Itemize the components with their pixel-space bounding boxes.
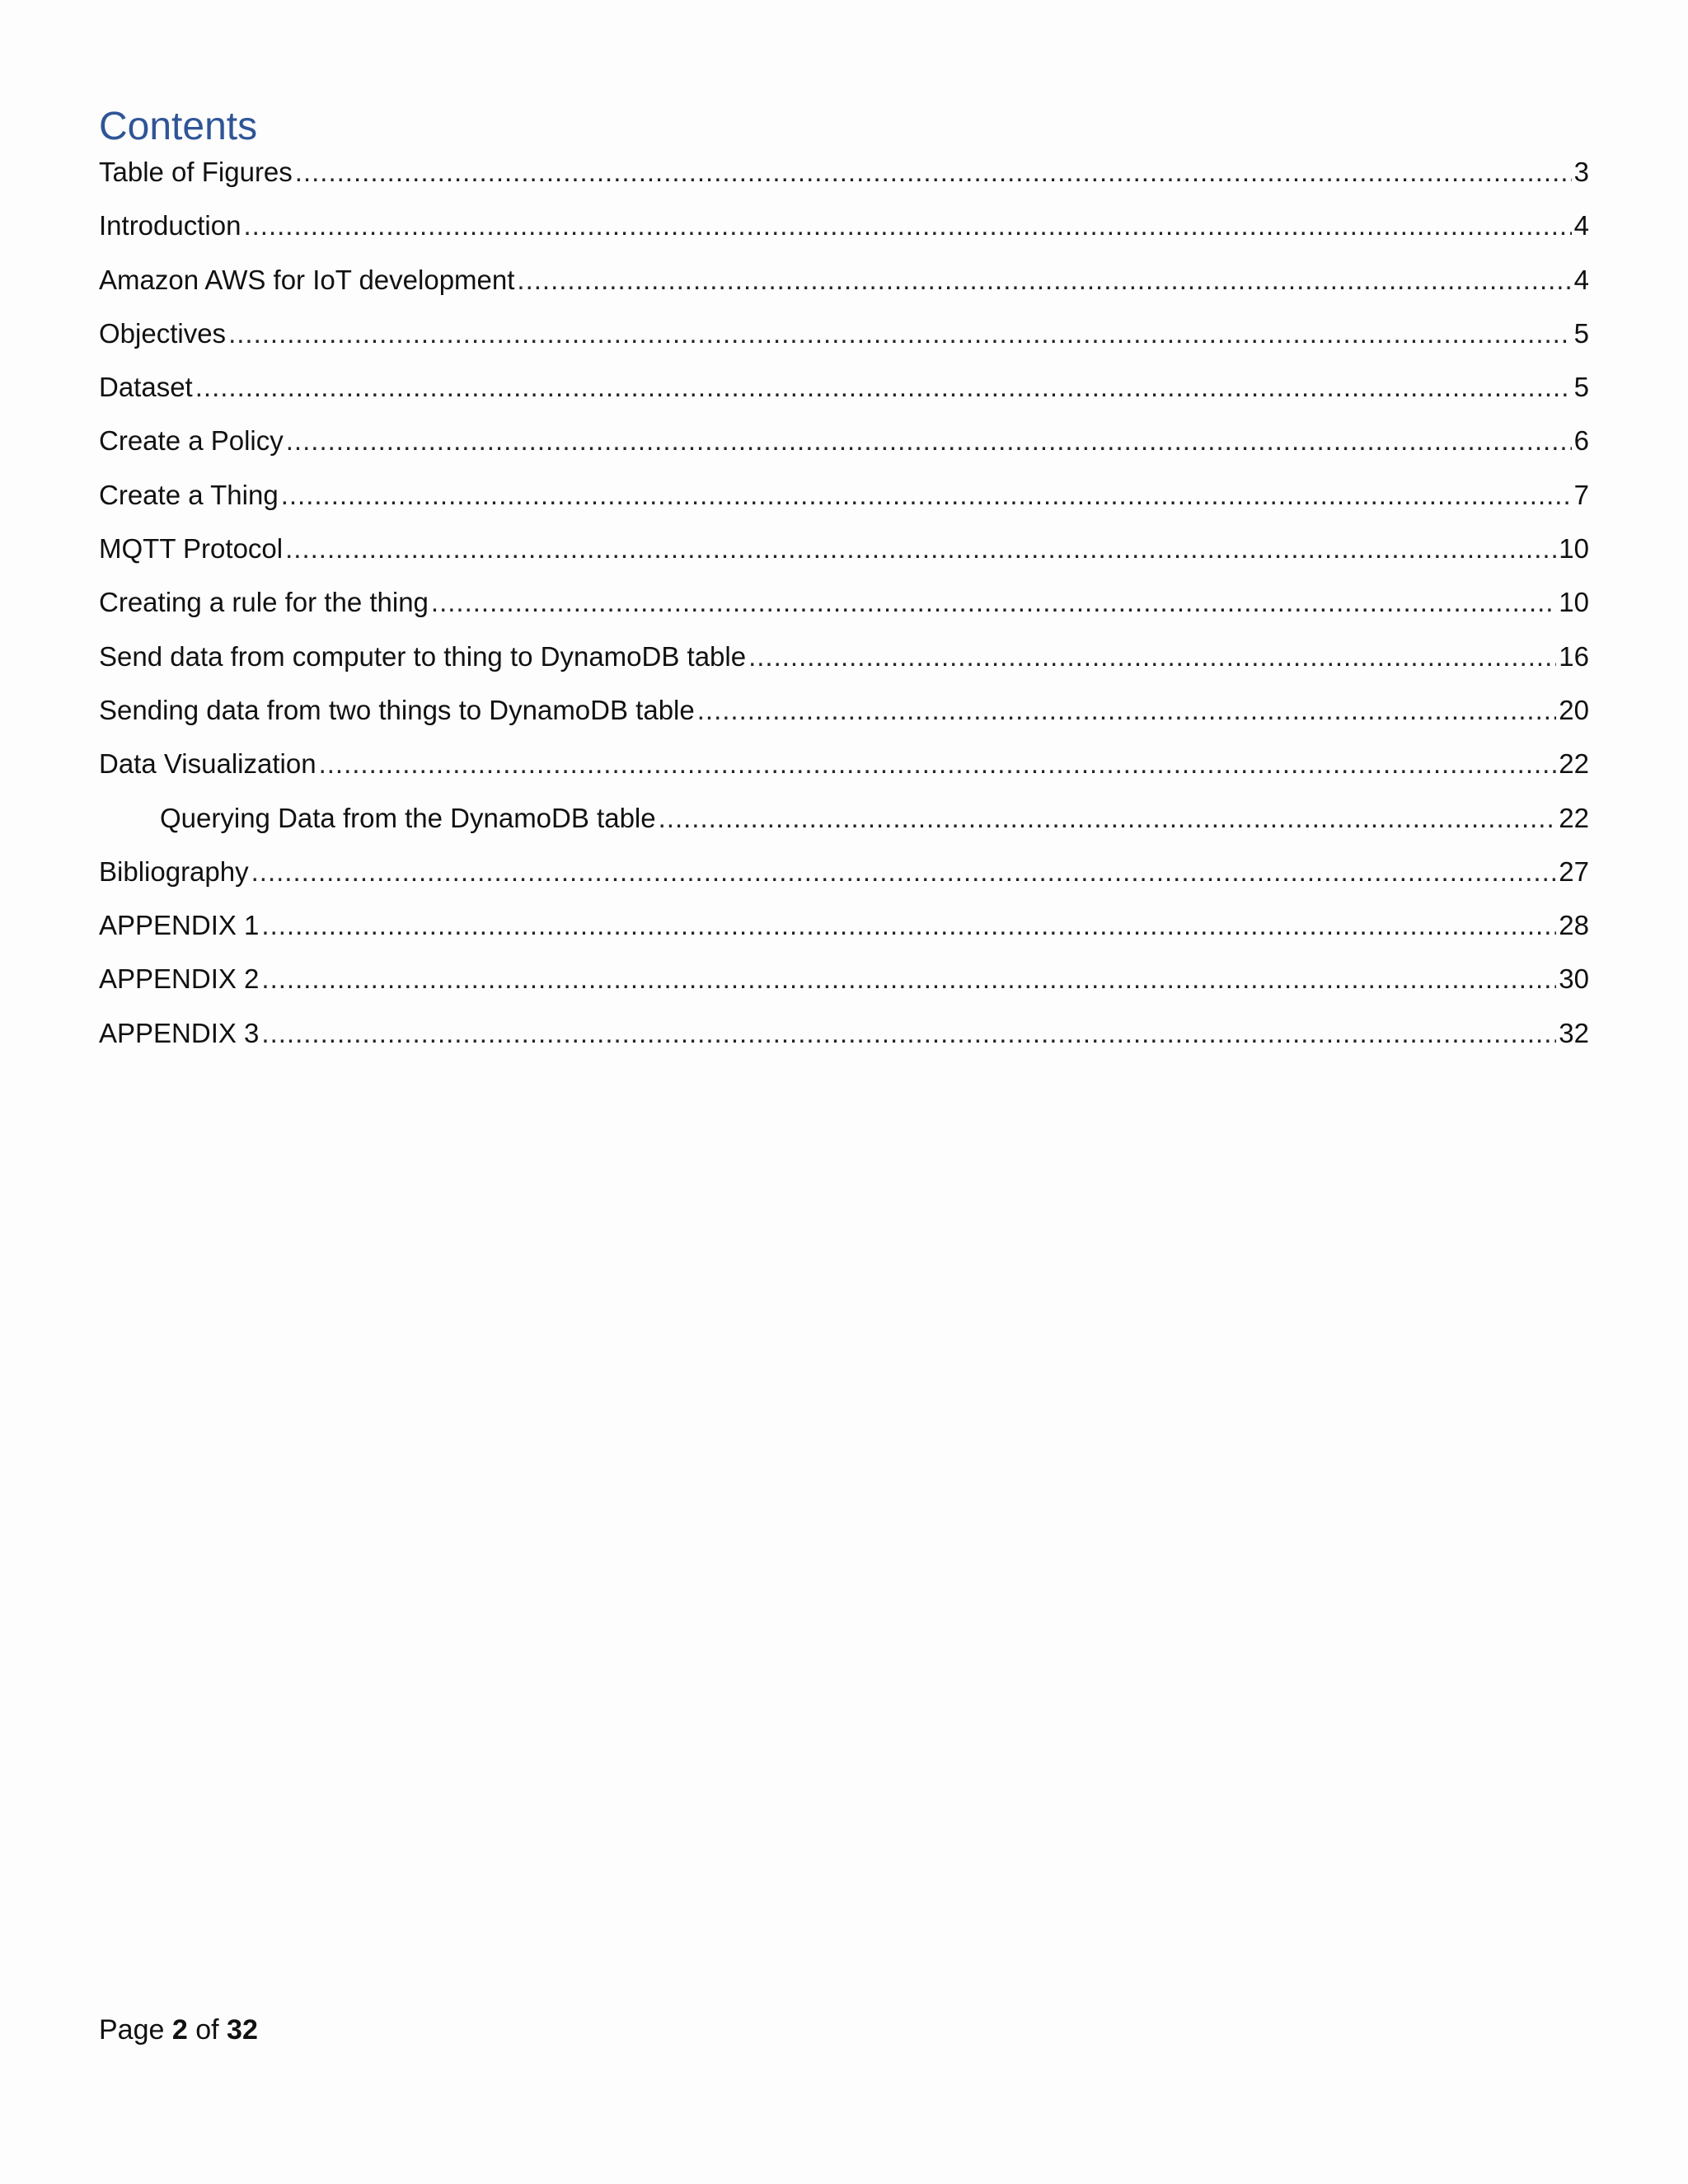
toc-entry-page: 3 bbox=[1573, 157, 1589, 187]
dot-leader bbox=[295, 153, 1572, 191]
dot-leader bbox=[431, 583, 1556, 621]
toc-entry-label: Dataset bbox=[99, 372, 193, 403]
toc-entry-page: 5 bbox=[1573, 372, 1589, 403]
toc-entry-label: Amazon AWS for IoT development bbox=[99, 264, 515, 295]
dot-leader bbox=[319, 745, 1557, 783]
dot-leader bbox=[228, 315, 1572, 353]
footer-separator: of bbox=[195, 2014, 219, 2046]
toc-heading: Contents bbox=[99, 105, 258, 148]
toc-entry-page: 27 bbox=[1559, 855, 1589, 887]
toc-entry-label: Create a Thing bbox=[99, 479, 279, 510]
toc-entry-dataset[interactable] bbox=[99, 368, 1589, 422]
toc-entry-appendix-2[interactable] bbox=[99, 960, 1589, 1014]
toc-list bbox=[99, 153, 1589, 1068]
toc-entry-label: Creating a rule for the thing bbox=[99, 587, 429, 618]
dot-leader bbox=[285, 530, 1556, 568]
toc-entry-label: APPENDIX 1 bbox=[99, 910, 260, 941]
dot-leader bbox=[697, 691, 1557, 729]
toc-entry-data-visualization[interactable] bbox=[99, 745, 1589, 799]
toc-entry-page: 20 bbox=[1559, 694, 1589, 725]
dot-leader bbox=[517, 261, 1571, 299]
toc-entry-querying-data[interactable] bbox=[99, 799, 1589, 853]
dot-leader bbox=[261, 907, 1556, 944]
toc-entry-table-of-figures[interactable] bbox=[99, 153, 1589, 207]
toc-entry-label: Data Visualization bbox=[99, 748, 316, 780]
toc-entry-label: Querying Data from the DynamoDB table bbox=[160, 802, 656, 833]
toc-entry-label: Create a Policy bbox=[99, 425, 284, 457]
dot-leader bbox=[281, 476, 1572, 514]
toc-entry-page: 22 bbox=[1559, 802, 1589, 833]
toc-entry-page: 28 bbox=[1559, 910, 1589, 941]
toc-entry-page: 4 bbox=[1573, 210, 1589, 241]
toc-entry-label: Introduction bbox=[99, 210, 241, 241]
dot-leader bbox=[251, 853, 1557, 891]
toc-entry-page: 6 bbox=[1573, 425, 1589, 457]
page-footer bbox=[99, 2011, 258, 2049]
toc-entry-create-policy[interactable] bbox=[99, 422, 1589, 476]
toc-entry-appendix-1[interactable] bbox=[99, 907, 1589, 960]
dot-leader bbox=[243, 207, 1571, 245]
toc-entry-amazon-aws[interactable] bbox=[99, 261, 1589, 315]
toc-entry-label: Objectives bbox=[99, 317, 227, 349]
toc-entry-label: Table of Figures bbox=[99, 157, 293, 187]
footer-prefix: Page bbox=[99, 2014, 165, 2046]
dot-leader bbox=[286, 422, 1572, 460]
toc-entry-page: 10 bbox=[1559, 533, 1589, 565]
dot-leader bbox=[195, 368, 1572, 406]
toc-entry-page: 4 bbox=[1573, 264, 1589, 295]
toc-entry-label: APPENDIX 2 bbox=[99, 963, 260, 995]
toc-entry-page: 5 bbox=[1573, 317, 1589, 349]
toc-entry-label: Sending data from two things to DynamoDB table bbox=[99, 694, 695, 725]
toc-entry-page: 32 bbox=[1559, 1017, 1589, 1048]
dot-leader bbox=[748, 638, 1556, 676]
toc-entry-sending-two-things[interactable] bbox=[99, 691, 1589, 745]
toc-entry-mqtt-protocol[interactable] bbox=[99, 530, 1589, 583]
toc-entry-page: 30 bbox=[1559, 963, 1589, 995]
toc-entry-label: MQTT Protocol bbox=[99, 533, 284, 565]
toc-entry-creating-rule[interactable] bbox=[99, 583, 1589, 637]
toc-entry-appendix-3[interactable] bbox=[99, 1015, 1589, 1068]
toc-entry-send-data-computer[interactable] bbox=[99, 638, 1589, 691]
toc-entry-create-thing[interactable] bbox=[99, 476, 1589, 530]
dot-leader bbox=[659, 799, 1557, 837]
toc-entry-page: 16 bbox=[1559, 640, 1589, 672]
dot-leader bbox=[261, 960, 1556, 998]
toc-entry-page: 7 bbox=[1573, 479, 1589, 510]
toc-entry-page: 10 bbox=[1559, 587, 1589, 618]
toc-entry-label: Bibliography bbox=[99, 855, 249, 887]
dot-leader bbox=[261, 1015, 1556, 1052]
footer-current-page: 2 bbox=[171, 2014, 188, 2046]
toc-entry-introduction[interactable] bbox=[99, 207, 1589, 260]
footer-total-pages: 32 bbox=[227, 2014, 258, 2046]
toc-entry-bibliography[interactable] bbox=[99, 853, 1589, 907]
toc-entry-label: APPENDIX 3 bbox=[99, 1017, 260, 1048]
toc-entry-page: 22 bbox=[1559, 748, 1589, 780]
toc-entry-label: Send data from computer to thing to DynamoDB table bbox=[99, 640, 747, 672]
toc-entry-objectives[interactable] bbox=[99, 315, 1589, 368]
